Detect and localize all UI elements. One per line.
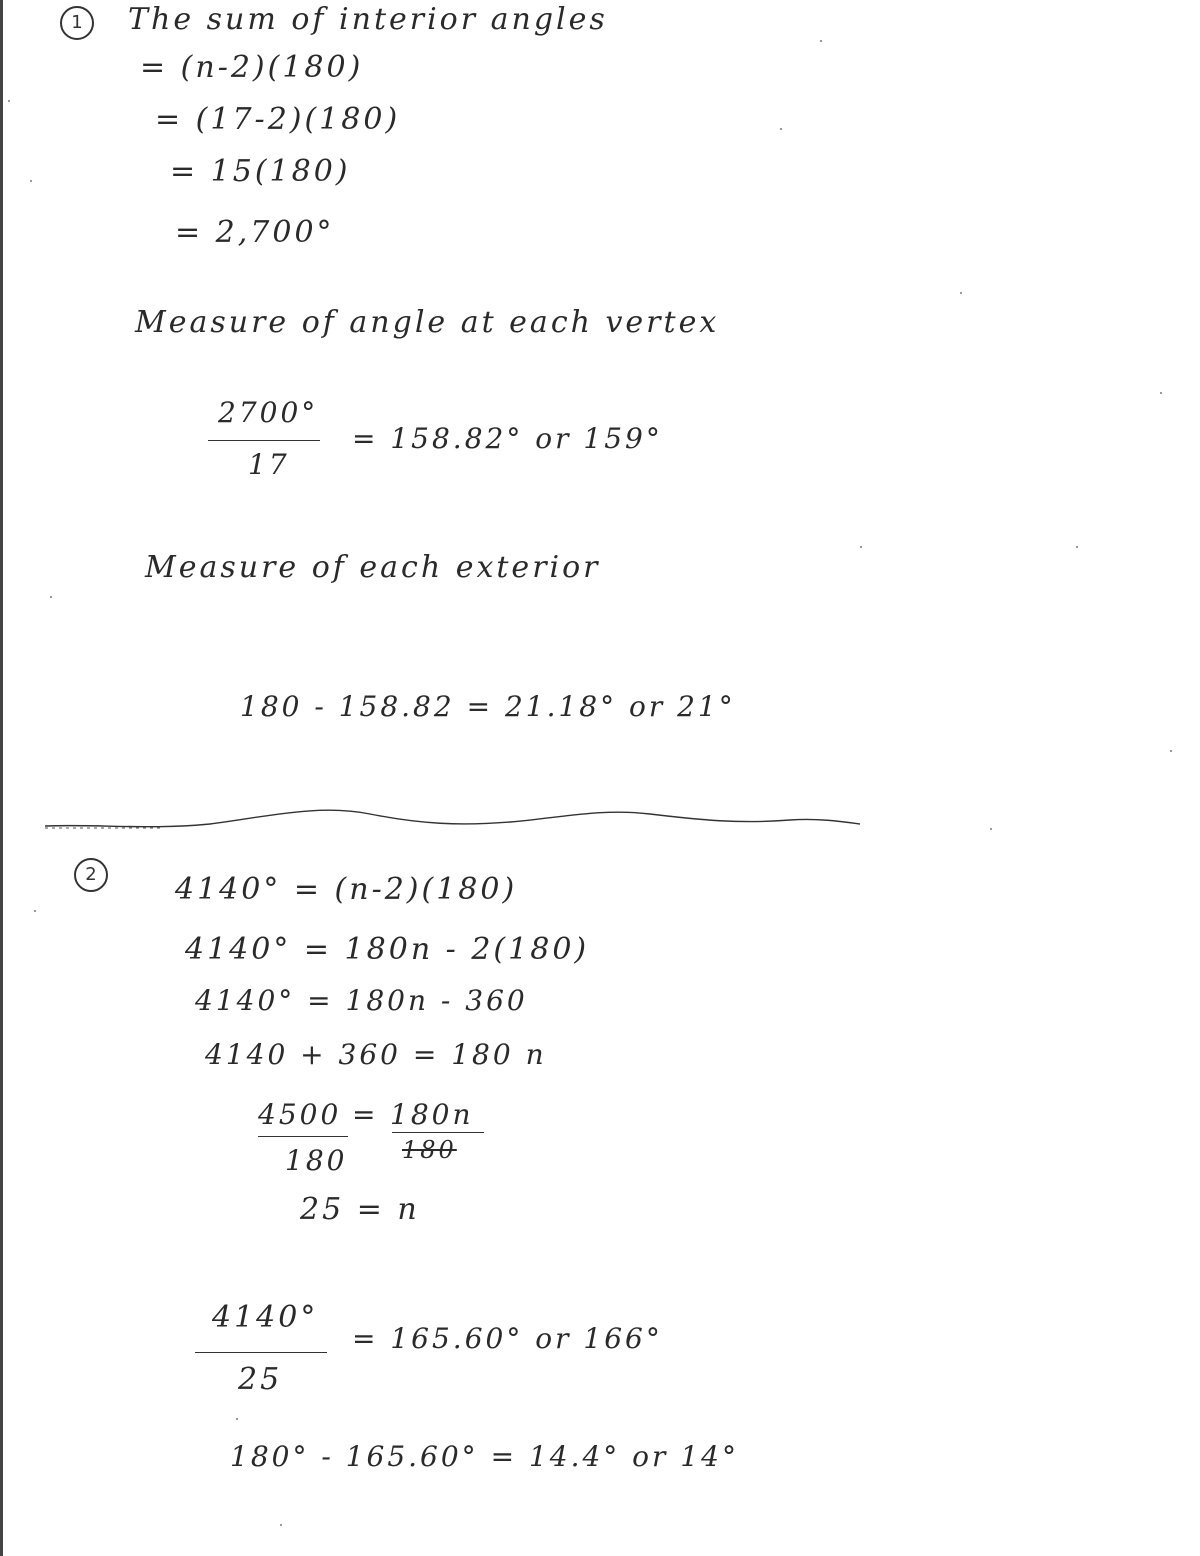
interior-fraction-bar xyxy=(195,1352,327,1353)
division-left-bar xyxy=(258,1136,348,1137)
problem-2-step-3: 4140° = 180n - 360 xyxy=(195,984,528,1017)
interior-result: = 165.60° or 166° xyxy=(352,1322,663,1355)
vertex-numerator: 2700° xyxy=(218,396,319,429)
exterior-calc-2: 180° - 165.60° = 14.4° or 14° xyxy=(230,1440,739,1473)
scan-speck xyxy=(34,910,36,912)
exterior-calc-1: 180 - 158.82 = 21.18° or 21° xyxy=(240,690,736,723)
interior-numerator: 4140° xyxy=(212,1300,319,1335)
problem-1-step-3: = 15(180) xyxy=(170,154,351,189)
scan-speck xyxy=(8,100,10,102)
scan-speck xyxy=(780,128,782,130)
vertex-fraction-bar xyxy=(208,440,320,441)
division-right-denominator: 180 xyxy=(402,1136,457,1164)
scan-speck xyxy=(30,180,32,182)
problem-2-number: 2 xyxy=(74,858,108,892)
scan-speck xyxy=(960,292,962,294)
interior-denominator: 25 xyxy=(238,1362,283,1397)
scan-edge xyxy=(0,0,3,1556)
scan-speck xyxy=(1076,546,1078,548)
scan-speck xyxy=(990,828,992,830)
problem-1-title: The sum of interior angles xyxy=(128,2,608,37)
problem-2-step-1: 4140° = (n-2)(180) xyxy=(175,872,518,907)
vertex-heading: Measure of angle at each vertex xyxy=(135,305,720,340)
problem-2-step-2: 4140° = 180n - 2(180) xyxy=(185,932,590,967)
division-equals: = xyxy=(352,1098,379,1131)
scan-speck xyxy=(1160,392,1162,394)
scan-speck xyxy=(280,1524,282,1526)
problem-1-number: 1 xyxy=(60,6,94,40)
division-right-numerator: 180n xyxy=(390,1098,474,1131)
scan-speck xyxy=(860,546,862,548)
division-left-denominator: 180 xyxy=(285,1144,348,1177)
section-divider xyxy=(40,800,870,840)
division-right-bar xyxy=(392,1132,484,1133)
problem-1-step-4: = 2,700° xyxy=(175,215,335,250)
scan-speck xyxy=(50,596,52,598)
vertex-denominator: 17 xyxy=(248,448,290,481)
scan-speck xyxy=(820,40,822,42)
division-left-numerator: 4500 xyxy=(258,1098,342,1131)
scan-speck xyxy=(1170,750,1172,752)
exterior-heading: Measure of each exterior xyxy=(145,550,601,585)
problem-2-solution: 25 = n xyxy=(300,1192,420,1227)
problem-2-step-4: 4140 + 360 = 180 n xyxy=(205,1038,547,1071)
vertex-result: = 158.82° or 159° xyxy=(352,422,663,455)
problem-1-step-1: = (n-2)(180) xyxy=(140,50,364,85)
scan-speck xyxy=(236,1418,238,1420)
problem-1-step-2: = (17-2)(180) xyxy=(155,102,401,137)
